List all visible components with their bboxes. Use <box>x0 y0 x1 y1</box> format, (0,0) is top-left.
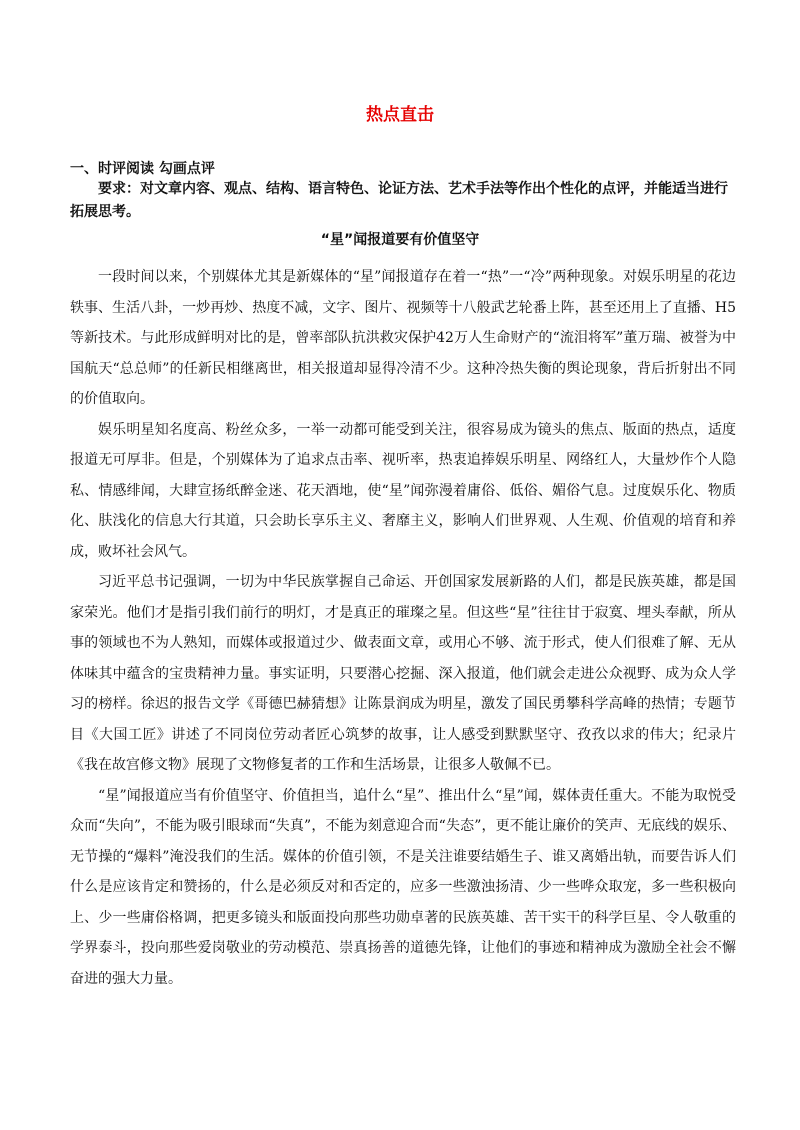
article-paragraph: 一段时间以来，个别媒体尤其是新媒体的“星”闻报道存在着一“热”一“冷”两种现象。对娱乐明星的花边轶事、生活八卦，一炒再炒、热度不减，文字、图片、视频等十八般武艺轮番上阵，甚至还用上了直播、H5等新技术。与此形成鲜明对比的是，曾率部队抗洪救灾保护42万人生命财产的“流泪将军”董万瑞、被誉为中国航天“总总师”的任新民相继离世，相关报道却显得冷清不少。这种冷热失衡的舆论现象，背后折射出不同的价值取向。 <box>70 269 736 407</box>
article-paragraph: 娱乐明星知名度高、粉丝众多，一举一动都可能受到关注，很容易成为镜头的焦点、版面的热点，适度报道无可厚非。但是，个别媒体为了追求点击率、视听率，热衷追捧娱乐明星、网络红人，大量炒作个人隐私、情感绯闻，大肆宣扬纸醉金迷、花天酒地，使“星”闻弥漫着庸俗、低俗、媚俗气息。过度娱乐化、物质化、肤浅化的信息大行其道，只会助长享乐主义、奢靡主义，影响人们世界观、人生观、价值观的培育和养成，败坏社会风气。 <box>70 421 736 560</box>
article-paragraph: 习近平总书记强调，一切为中华民族掌握自己命运、开创国家发展新路的人们，都是民族英雄，都是国家荣光。他们才是指引我们前行的明灯，才是真正的璀璨之星。但这些“星”往往甘于寂寞、埋头奉献，所从事的领域也不为人熟知，而媒体或报道过少、做表面文章，或用心不够、流于形式，使人们很难了解、无从体味其中蕴含的宝贵精神力量。事实证明，只要潜心挖掘、深入报道，他们就会走进公众视野、成为众人学习的榜样。徐迟的报告文学《哥德巴赫猜想》让陈景润成为明星，激发了国民勇攀科学高峰的热情；专题节目《大国工匠》讲述了不同岗位劳动者匠心筑梦的故事，让人感受到默默坚守、孜孜以求的伟大；纪录片《我在故宫修文物》展现了文物修复者的工作和生活场景，让很多人敬佩不已。 <box>70 574 736 773</box>
section-heading: 一、时评阅读 勾画点评 <box>70 161 215 177</box>
article-title: “星”闻报道要有价值坚守 <box>320 232 480 248</box>
requirement-text: 要求：对文章内容、观点、结构、语言特色、论证方法、艺术手法等作出个性化的点评，并能适当进行拓展思考。 <box>70 181 728 220</box>
article-paragraph: “星”闻报道应当有价值坚守、价值担当，追什么“星”、推出什么“星”闻，媒体责任重大。不能为取悦受众而“失向”，不能为吸引眼球而“失真”，不能为刻意迎合而“失态”，更不能让廉价的笑声、无底线的娱乐、无节操的“爆料”淹没我们的生活。媒体的价值引领，不是关注谁要结婚生子、谁又离婚出轨，而要告诉人们什么是应该肯定和赞扬的，什么是必须反对和否定的，应多一些激浊扬清、少一些哗众取宠，多一些积极向上、少一些庸俗格调，把更多镜头和版面投向那些功勋卓著的民族英雄、苦干实干的科学巨星、令人敬重的学界泰斗，投向那些爱岗敬业的劳动模范、崇真扬善的道德先锋，让他们的事迹和精神成为激励全社会不懈奋进的强大力量。 <box>70 787 736 987</box>
page-title: 热点直击 <box>366 105 434 125</box>
article-body <box>70 262 736 994</box>
